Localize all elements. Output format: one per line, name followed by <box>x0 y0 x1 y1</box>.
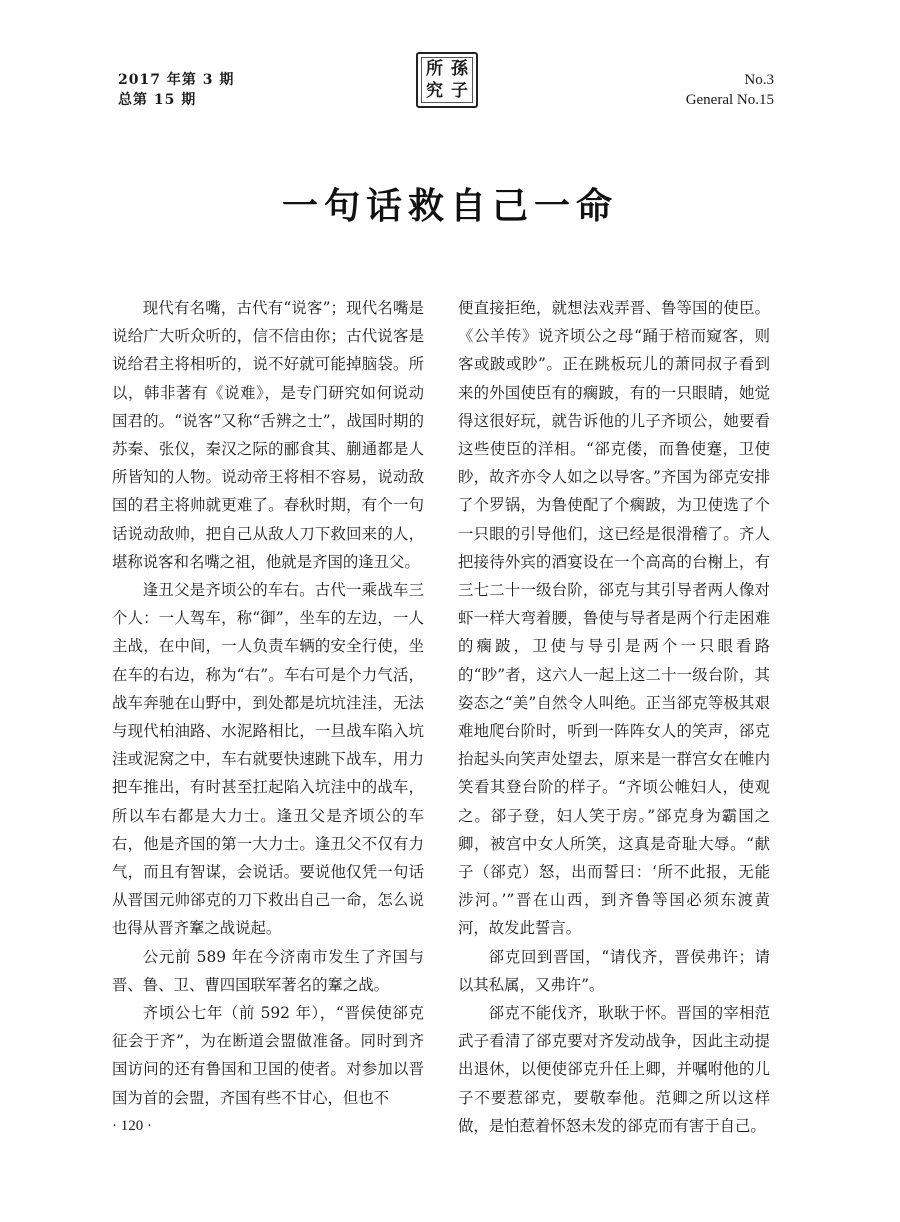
logo-char: 所 <box>426 58 443 79</box>
issue-year-number: 2017 年第 3 期 <box>118 72 235 88</box>
paragraph-continued: 便直接拒绝，就想法戏弄晋、鲁等国的使臣。《公羊传》说齐顷公之母“踊于棓而窥客，则客或跛或眇”。正在跳板玩儿的萧同叔子看到来的外国使臣有的瘸跛，有的一只眼睛，她觉得这很好玩，就告诉他的儿子齐顷公，她要看这些使臣的洋相。“郤克偻，而鲁使蹇，卫使眇，故齐亦令人如之以导客。”齐国为郤克安排了个罗锅，为鲁使配了个瘸跛，为卫使选了个一只眼的引导他们，这已经是很滑稽了。齐人把接待外宾的酒宴设在一个高高的台榭上，有三七二十一级台阶，郤克与其引导者两人像对虾一样大弯着腰，鲁使与导者是两个行走困难的瘸跛，卫使与导引是两个一只眼看路的“眇”者，这六人一起上这二十一级台阶，其姿态之“美”自然令人叫绝。正当郤克等极其艰难地爬台阶时，听到一阵阵女人的笑声，郤克抬起头向笑声处望去，原来是一群宫女在帷内笑看其登台阶的样子。“齐顷公帷妇人，使观之。郤子登，妇人笑于房。”郤克身为霸国之卿，被宫中女人所笑，这真是奇耻大辱。“献子（郤克）怒，出而誓曰：‘所不此报，无能涉河。’”晋在山西，到齐鲁等国必须东渡黄河，故发此誓言。 <box>458 299 770 938</box>
text-column-left <box>112 294 424 1112</box>
journal-logo-seal <box>416 52 478 108</box>
issue-general-number-en: General No.15 <box>685 92 774 108</box>
paragraph: 逢丑父是齐顷公的车右。古代一乘战车三个人：一人驾车，称“御”，坐车的左边，一人主战，在中间，一人负责车辆的安全行使，坐在车的右边，称为“右”。车右可是个力气活，战车奔驰在山野中，到处都是坑坑洼洼，无法与现代柏油路、水泥路相比，一旦战车陷入坑洼或泥窝之中，车右就要快速跳下战车，用力把车推出，有时甚至扛起陷入坑洼中的战车，所以车右都是大力士。逢丑父是齐顷公的车右，他是齐国的第一大力士。逢丑父不仅有力气，而且有智谋，会说话。要说他仅凭一句话从晋国元帅郤克的刀下救出自己一命，怎么说也得从晋齐鞌之战说起。 <box>112 581 424 938</box>
logo-char: 究 <box>426 80 443 101</box>
paragraph: 齐顷公七年（前 592 年），“晋侯使郤克征会于齐”，为在断道会盟做准备。同时到齐国访问的还有鲁国和卫国的使者。对参加以晋国为首的会盟，齐国有些不甘心，但也不 <box>112 1004 424 1107</box>
paragraph: 公元前 589 年在今济南市发生了齐国与晋、鲁、卫、曹四国联军著名的鞌之战。 <box>112 947 424 994</box>
issue-number-en: No.3 <box>744 72 774 88</box>
logo-seal-inner <box>421 57 473 103</box>
logo-char: 子 <box>451 80 468 101</box>
paragraph: 郤克不能伐齐，耿耿于怀。晋国的宰相范武子看清了郤克要对齐发动战争，因此主动提出退休，以便使郤克升任上卿，并嘱咐他的儿子不要惹郤克，要敬奉他。范卿之所以这样做，是怕惹着怀怒未发的郤克而有害于自己。 <box>458 1004 770 1135</box>
logo-char: 孫 <box>451 58 468 79</box>
journal-issue-info <box>118 70 234 110</box>
text-column-right <box>458 294 770 1140</box>
paragraph: 郤克回到晋国，“请伐齐，晋侯弗许；请以其私属，又弗许”。 <box>458 947 770 994</box>
journal-issue-info-en <box>686 70 774 110</box>
issue-total-number: 总第 15 期 <box>118 92 197 108</box>
page-number: · 120 · <box>112 1118 152 1134</box>
article-title: 一句话救自己一命 <box>281 186 618 227</box>
paragraph: 现代有名嘴，古代有“说客”；现代名嘴是说给广大听众听的，信不信由你；古代说客是说给君主将相听的，说不好就可能掉脑袋。所以，韩非著有《说难》，是专门研究如何说动国君的。“说客”又称“舌辨之士”，战国时期的苏秦、张仪，秦汉之际的郦食其、蒯通都是人所皆知的人物。说动帝王将相不容易，说动敌国的君主将帅就更难了。春秋时期，有个一句话说动敌帅，把自己从敌人刀下救回来的人，堪称说客和名嘴之祖，他就是齐国的逢丑父。 <box>112 299 424 571</box>
